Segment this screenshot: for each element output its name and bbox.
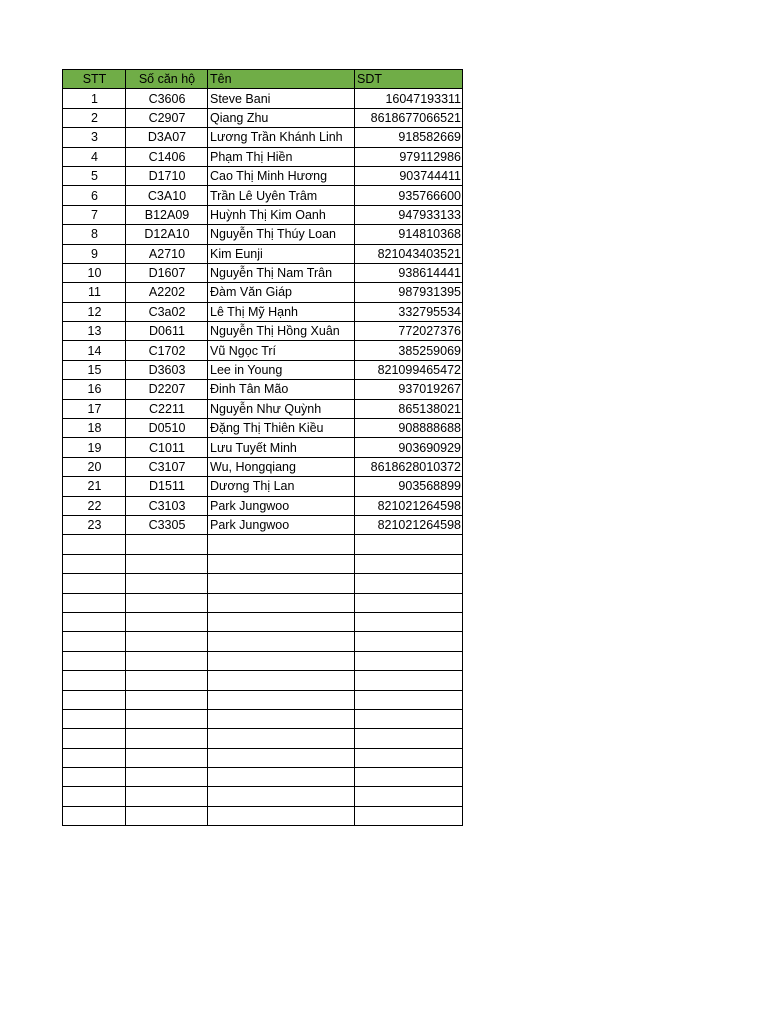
cell-phone: 385259069 [355, 341, 463, 360]
empty-cell [63, 612, 126, 631]
cell-apartment: C1011 [126, 438, 208, 457]
cell-apartment: D0510 [126, 419, 208, 438]
table-row [63, 322, 463, 341]
empty-cell [355, 768, 463, 787]
empty-cell [208, 748, 355, 767]
table-row [63, 399, 463, 418]
cell-name: Phạm Thị Hiền [208, 147, 355, 166]
empty-cell [63, 748, 126, 767]
empty-cell [63, 535, 126, 554]
table-row [63, 225, 463, 244]
cell-name: Đàm Văn Giáp [208, 283, 355, 302]
cell-apartment: D1710 [126, 166, 208, 185]
cell-phone: 16047193311 [355, 89, 463, 108]
table-row [63, 341, 463, 360]
cell-apartment: C3A10 [126, 186, 208, 205]
table-row [63, 419, 463, 438]
table-row [63, 263, 463, 282]
cell-apartment: D0611 [126, 322, 208, 341]
table-row [63, 283, 463, 302]
empty-cell [355, 709, 463, 728]
cell-name: Dương Thị Lan [208, 477, 355, 496]
empty-cell [63, 729, 126, 748]
cell-stt: 8 [63, 225, 126, 244]
empty-cell [208, 535, 355, 554]
cell-apartment: A2710 [126, 244, 208, 263]
cell-stt: 1 [63, 89, 126, 108]
cell-stt: 5 [63, 166, 126, 185]
cell-name: Kim Eunji [208, 244, 355, 263]
empty-cell [126, 535, 208, 554]
header-phone: SDT [355, 70, 463, 89]
cell-phone: 332795534 [355, 302, 463, 321]
empty-row [63, 535, 463, 554]
cell-phone: 772027376 [355, 322, 463, 341]
cell-phone: 918582669 [355, 128, 463, 147]
cell-name: Qiang Zhu [208, 108, 355, 127]
empty-cell [355, 748, 463, 767]
empty-cell [63, 671, 126, 690]
empty-cell [355, 632, 463, 651]
cell-name: Nguyễn Thị Nam Trân [208, 263, 355, 282]
empty-row [63, 709, 463, 728]
empty-cell [126, 787, 208, 806]
cell-stt: 16 [63, 380, 126, 399]
empty-cell [355, 574, 463, 593]
table-row [63, 360, 463, 379]
cell-stt: 22 [63, 496, 126, 515]
header-name: Tên [208, 70, 355, 89]
empty-cell [126, 651, 208, 670]
cell-phone: 914810368 [355, 225, 463, 244]
cell-apartment: D1607 [126, 263, 208, 282]
empty-cell [208, 787, 355, 806]
empty-cell [126, 748, 208, 767]
cell-apartment: C3305 [126, 515, 208, 534]
cell-phone: 979112986 [355, 147, 463, 166]
cell-name: Wu, Hongqiang [208, 457, 355, 476]
empty-cell [208, 632, 355, 651]
cell-name: Lê Thị Mỹ Hạnh [208, 302, 355, 321]
cell-apartment: B12A09 [126, 205, 208, 224]
empty-row [63, 787, 463, 806]
cell-name: Park Jungwoo [208, 515, 355, 534]
cell-stt: 3 [63, 128, 126, 147]
table-row [63, 302, 463, 321]
cell-name: Huỳnh Thị Kim Oanh [208, 205, 355, 224]
empty-cell [208, 729, 355, 748]
empty-cell [208, 690, 355, 709]
empty-cell [126, 574, 208, 593]
cell-apartment: C1702 [126, 341, 208, 360]
cell-phone: 821021264598 [355, 515, 463, 534]
empty-cell [355, 612, 463, 631]
cell-stt: 23 [63, 515, 126, 534]
cell-name: Trần Lê Uyên Trâm [208, 186, 355, 205]
table-row [63, 186, 463, 205]
cell-apartment: D1511 [126, 477, 208, 496]
table-row [63, 438, 463, 457]
cell-apartment: C3107 [126, 457, 208, 476]
table-row [63, 147, 463, 166]
table-row [63, 477, 463, 496]
empty-cell [63, 632, 126, 651]
empty-cell [208, 806, 355, 825]
cell-phone: 821021264598 [355, 496, 463, 515]
table-row [63, 244, 463, 263]
cell-stt: 7 [63, 205, 126, 224]
cell-phone: 935766600 [355, 186, 463, 205]
empty-row [63, 612, 463, 631]
empty-cell [63, 690, 126, 709]
cell-phone: 987931395 [355, 283, 463, 302]
empty-cell [126, 593, 208, 612]
empty-cell [355, 806, 463, 825]
cell-stt: 9 [63, 244, 126, 263]
cell-phone: 8618628010372 [355, 457, 463, 476]
cell-phone: 903690929 [355, 438, 463, 457]
cell-name: Vũ Ngọc Trí [208, 341, 355, 360]
cell-apartment: C2907 [126, 108, 208, 127]
cell-phone: 903744411 [355, 166, 463, 185]
empty-cell [208, 612, 355, 631]
cell-stt: 18 [63, 419, 126, 438]
table-row [63, 496, 463, 515]
empty-cell [126, 806, 208, 825]
empty-cell [63, 651, 126, 670]
cell-stt: 6 [63, 186, 126, 205]
cell-name: Lưu Tuyết Minh [208, 438, 355, 457]
cell-stt: 11 [63, 283, 126, 302]
empty-cell [63, 709, 126, 728]
apartment-contact-table [62, 69, 463, 826]
empty-cell [355, 535, 463, 554]
table-row [63, 380, 463, 399]
cell-name: Steve Bani [208, 89, 355, 108]
empty-cell [208, 554, 355, 573]
cell-apartment: C3a02 [126, 302, 208, 321]
empty-cell [63, 574, 126, 593]
empty-cell [355, 593, 463, 612]
empty-cell [208, 768, 355, 787]
cell-stt: 17 [63, 399, 126, 418]
cell-stt: 19 [63, 438, 126, 457]
empty-cell [355, 651, 463, 670]
empty-cell [355, 729, 463, 748]
cell-name: Nguyễn Như Quỳnh [208, 399, 355, 418]
cell-stt: 2 [63, 108, 126, 127]
empty-cell [63, 554, 126, 573]
cell-phone: 938614441 [355, 263, 463, 282]
empty-row [63, 748, 463, 767]
cell-stt: 15 [63, 360, 126, 379]
cell-phone: 903568899 [355, 477, 463, 496]
cell-stt: 12 [63, 302, 126, 321]
cell-apartment: C3103 [126, 496, 208, 515]
empty-row [63, 574, 463, 593]
cell-phone: 821099465472 [355, 360, 463, 379]
empty-cell [126, 554, 208, 573]
empty-cell [355, 690, 463, 709]
cell-name: Nguyễn Thị Thúy Loan [208, 225, 355, 244]
empty-cell [208, 671, 355, 690]
empty-cell [208, 651, 355, 670]
empty-cell [355, 554, 463, 573]
table-row [63, 89, 463, 108]
cell-name: Lương Trần Khánh Linh [208, 128, 355, 147]
empty-row [63, 806, 463, 825]
cell-phone: 821043403521 [355, 244, 463, 263]
empty-cell [63, 787, 126, 806]
cell-apartment: C1406 [126, 147, 208, 166]
cell-apartment: D3603 [126, 360, 208, 379]
table-row [63, 108, 463, 127]
cell-apartment: D3A07 [126, 128, 208, 147]
cell-phone: 865138021 [355, 399, 463, 418]
empty-cell [355, 787, 463, 806]
table-row [63, 205, 463, 224]
cell-name: Nguyễn Thị Hồng Xuân [208, 322, 355, 341]
empty-cell [126, 709, 208, 728]
cell-apartment: A2202 [126, 283, 208, 302]
empty-row [63, 632, 463, 651]
cell-stt: 10 [63, 263, 126, 282]
empty-cell [126, 768, 208, 787]
cell-name: Park Jungwoo [208, 496, 355, 515]
empty-row [63, 593, 463, 612]
empty-row [63, 768, 463, 787]
header-row [63, 70, 463, 89]
header-apartment: Số căn hộ [126, 70, 208, 89]
table-row [63, 457, 463, 476]
empty-cell [126, 671, 208, 690]
empty-row [63, 690, 463, 709]
cell-stt: 4 [63, 147, 126, 166]
empty-cell [63, 593, 126, 612]
cell-name: Lee in Young [208, 360, 355, 379]
empty-cell [208, 574, 355, 593]
cell-phone: 947933133 [355, 205, 463, 224]
table-body [63, 89, 463, 826]
empty-cell [63, 806, 126, 825]
cell-apartment: D2207 [126, 380, 208, 399]
cell-name: Đặng Thị Thiên Kiều [208, 419, 355, 438]
cell-apartment: C3606 [126, 89, 208, 108]
table-row [63, 128, 463, 147]
empty-cell [63, 768, 126, 787]
empty-cell [126, 690, 208, 709]
cell-apartment: C2211 [126, 399, 208, 418]
empty-cell [126, 729, 208, 748]
cell-phone: 908888688 [355, 419, 463, 438]
empty-cell [126, 632, 208, 651]
empty-row [63, 554, 463, 573]
cell-apartment: D12A10 [126, 225, 208, 244]
table-row [63, 166, 463, 185]
cell-stt: 14 [63, 341, 126, 360]
empty-row [63, 651, 463, 670]
cell-stt: 20 [63, 457, 126, 476]
empty-row [63, 671, 463, 690]
cell-phone: 8618677066521 [355, 108, 463, 127]
empty-cell [208, 709, 355, 728]
empty-cell [126, 612, 208, 631]
cell-phone: 937019267 [355, 380, 463, 399]
cell-stt: 13 [63, 322, 126, 341]
empty-cell [355, 671, 463, 690]
empty-cell [208, 593, 355, 612]
cell-name: Đinh Tân Mão [208, 380, 355, 399]
empty-row [63, 729, 463, 748]
table-row [63, 515, 463, 534]
header-stt: STT [63, 70, 126, 89]
cell-stt: 21 [63, 477, 126, 496]
cell-name: Cao Thị Minh Hương [208, 166, 355, 185]
